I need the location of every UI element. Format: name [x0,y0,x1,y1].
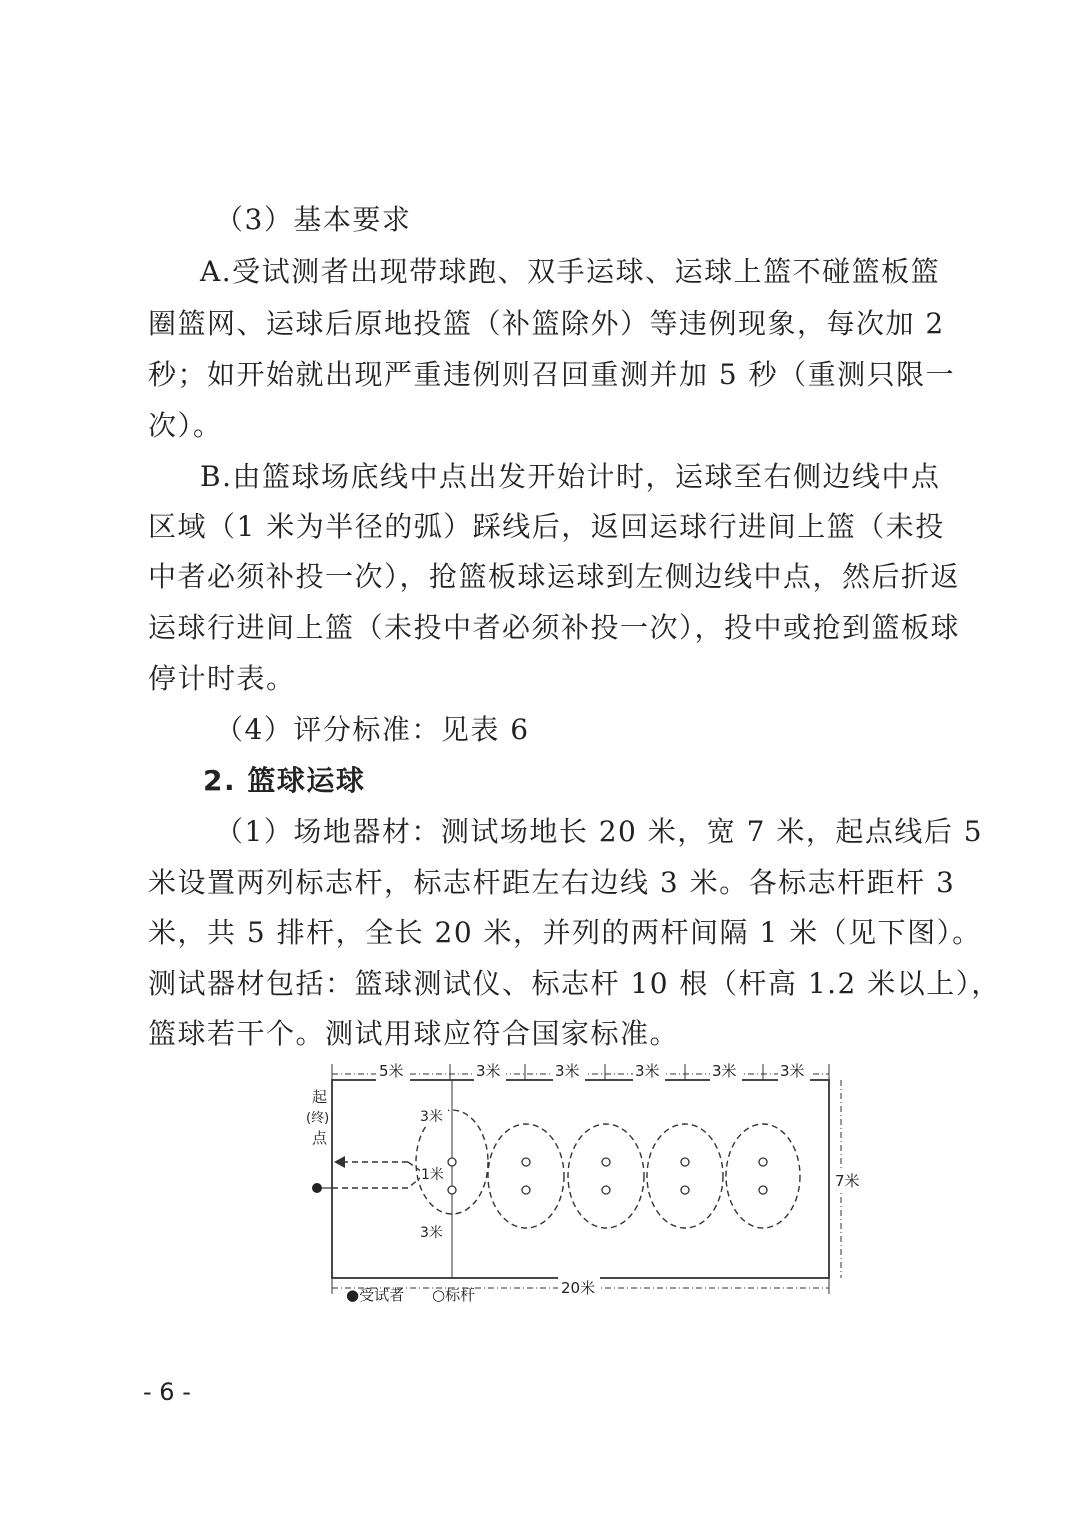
top-label-3m: 3米 [635,1062,660,1080]
side-label-7m: 7米 [835,1172,860,1190]
pole-marker [448,1158,456,1166]
player-marker [312,1183,322,1193]
paragraph-equipment-line: 米设置两列标志杆，标志杆距左右边线 3 米。各标志杆距杆 3 [148,866,956,899]
paragraph-a-line: 秒；如开始就出现严重违例则召回重测并加 5 秒（重测只限一 [148,358,956,391]
entry-path [332,1162,425,1188]
start-label-char: (终) [306,1111,330,1126]
dribble-path [416,1110,800,1228]
top-label-5m: 5米 [379,1062,404,1080]
section-heading-3: （3）基本要求 [215,203,412,236]
paragraph-a-line: 圈篮网、运球后原地投篮（补篮除外）等违例现象，每次加 2 [148,307,945,340]
top-label-3m: 3米 [555,1062,580,1080]
pole-marker [681,1158,689,1166]
paragraph-a-line: 次）。 [148,409,223,442]
court-diagram [300,1050,880,1310]
start-label-char: 点 [312,1129,328,1147]
section-title-basketball-dribble: 2. 篮球运球 [203,764,366,797]
paragraph-equipment-line: 测试器材包括：篮球测试仪、标志杆 10 根（杆高 1.2 米以上）， [148,967,1001,1000]
paragraph-a-line: A.受试测者出现带球跑、双手运球、运球上篮不碰篮板篮 [200,255,941,288]
pole-marker [522,1186,530,1194]
paragraph-b-line: 中者必须补投一次），抢篮板球运球到左侧边线中点，然后折返 [148,560,961,593]
top-label-3m: 3米 [476,1062,501,1080]
paragraph-b-line: 停计时表。 [148,662,296,695]
pole-marker [759,1186,767,1194]
inner-label-1m: 1米 [421,1167,444,1183]
page-number: - 6 - [143,1378,191,1406]
section-heading-4: （4）评分标准：见表 6 [215,713,530,746]
paragraph-equipment-line: 篮球若干个。测试用球应符合国家标准。 [148,1017,680,1050]
start-label-char: 起 [312,1088,328,1106]
bottom-label-20m: 20米 [561,1279,596,1297]
inner-label-3m: 3米 [420,1225,443,1241]
paragraph-b-line: B.由篮球场底线中点出发开始计时，运球至右侧边线中点 [200,460,941,493]
pole-marker [602,1186,610,1194]
pole-marker [602,1158,610,1166]
pole-marker [759,1158,767,1166]
pole-marker [448,1186,456,1194]
legend-pole: ○标杆 [432,1286,476,1304]
paragraph-b-line: 区域（1 米为半径的弧）踩线后，返回运球行进间上篮（未投 [148,510,945,543]
legend-player: ●受试者 [346,1286,405,1304]
paragraph-equipment-line: 米，共 5 排杆，全长 20 米，并列的两杆间隔 1 米（见下图）。 [148,916,982,949]
paragraph-equipment-line: （1）场地器材：测试场地长 20 米，宽 7 米，起点线后 5 [215,815,984,848]
court-boundary [332,1080,829,1278]
top-label-3m: 3米 [712,1062,737,1080]
top-label-3m: 3米 [780,1062,805,1080]
paragraph-b-line: 运球行进间上篮（未投中者必须补投一次），投中或抢到篮板球 [148,611,961,644]
inner-label-3m: 3米 [420,1109,443,1125]
pole-marker [681,1186,689,1194]
return-arrow-icon [334,1156,345,1168]
pole-marker [522,1158,530,1166]
